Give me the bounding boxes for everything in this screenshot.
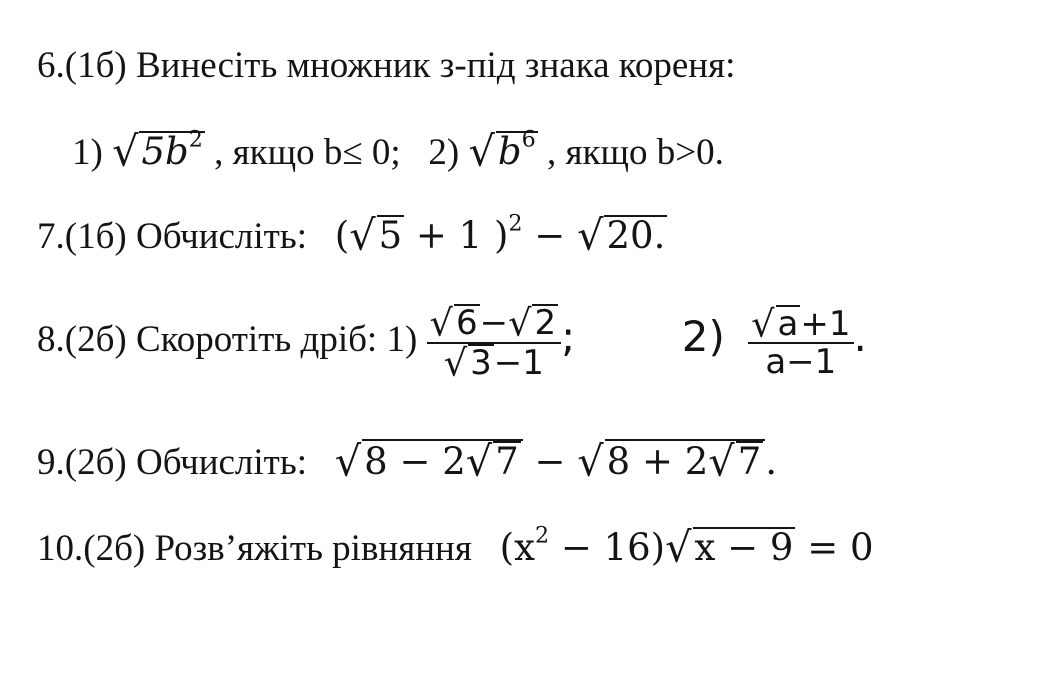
part-2-label: 2) — [428, 132, 460, 173]
period: . — [853, 312, 867, 361]
radicand: 5 — [378, 214, 403, 257]
sqrt-3: √3 — [443, 340, 492, 384]
exponent: 2 — [188, 126, 203, 153]
problem-10 — [37, 524, 874, 571]
problem-6-text: 6.(1б) Винесіть множник з-під знака кореня: — [37, 45, 736, 86]
problem-8 — [37, 292, 867, 385]
outer-radical-2: √8 + 2√7 — [577, 438, 765, 484]
equals-zero: = 0 — [795, 526, 874, 569]
exponent: 2 — [534, 522, 550, 549]
radical-icon: √ — [443, 340, 468, 384]
radical-icon: √ — [465, 437, 493, 486]
semicolon: ; — [561, 312, 576, 361]
part-2-condition: , якщо b>0. — [546, 132, 724, 173]
problem-6-title — [37, 44, 735, 88]
lhs-open: (x — [499, 526, 535, 569]
radical-icon: √ — [334, 437, 362, 486]
radical-icon: √ — [468, 127, 495, 176]
radical-icon: √ — [429, 301, 453, 345]
problem-9 — [37, 438, 777, 485]
fraction-2-numerator: √a+1 — [748, 305, 853, 345]
lhs-minus-16: − 16) — [549, 526, 666, 569]
minus-sign: − — [522, 214, 578, 257]
radical-icon: √ — [112, 127, 139, 176]
fraction-1-denominator: √3−1 — [443, 340, 544, 384]
outer-radical-1: √8 − 2√7 — [335, 438, 523, 484]
part-1-label: 1) — [72, 132, 103, 173]
radical-icon: √ — [349, 211, 376, 260]
part-2-label: 2) — [681, 312, 725, 361]
problem-7-label: 7.(1б) Обчисліть: — [37, 216, 308, 257]
radicand: 20. — [606, 214, 666, 257]
radical-icon: √ — [577, 211, 604, 260]
radical-icon: √ — [751, 302, 775, 346]
radical-icon: √ — [508, 301, 532, 345]
problem-9-label: 9.(2б) Обчисліть: — [37, 442, 308, 483]
problem-8-label: 8.(2б) Скоротіть дріб: 1) — [37, 319, 418, 360]
sqrt-20 — [577, 212, 667, 258]
radical-icon: √ — [708, 437, 735, 486]
exponent: 2 — [508, 210, 523, 237]
fraction-1 — [427, 301, 562, 384]
sqrt-x-minus-9 — [665, 524, 795, 570]
sqrt-5b2 — [112, 128, 205, 174]
open-paren: ( — [334, 214, 350, 257]
radical-icon: √ — [665, 523, 692, 572]
problem-10-label: 10.(2б) Розв’яжіть рівняння — [37, 528, 472, 569]
radicand: 5b — [141, 130, 189, 173]
part-1-condition: , якщо b≤ 0; — [214, 132, 401, 173]
sqrt-7: √7 — [708, 437, 762, 486]
radicand: b — [497, 130, 522, 173]
minus-sign: − — [522, 440, 578, 483]
sqrt-7: √7 — [465, 437, 519, 486]
fraction-2-denominator: a−1 — [765, 342, 837, 383]
sqrt-6: √6 — [429, 301, 478, 345]
radicand: x − 9 — [694, 526, 794, 569]
sqrt-2: √2 — [508, 301, 557, 345]
sqrt-a: √a — [751, 302, 799, 346]
sqrt-5 — [349, 212, 404, 258]
fraction-2 — [748, 302, 853, 383]
problem-6-parts — [72, 128, 724, 175]
exponent: 6 — [521, 126, 536, 153]
plus-one: + 1 ) — [404, 214, 509, 257]
period: . — [765, 440, 777, 483]
problem-7 — [37, 212, 667, 259]
fraction-1-numerator: √6−√2 — [427, 304, 562, 344]
radical-icon: √ — [577, 437, 604, 486]
sqrt-b6 — [469, 128, 538, 174]
